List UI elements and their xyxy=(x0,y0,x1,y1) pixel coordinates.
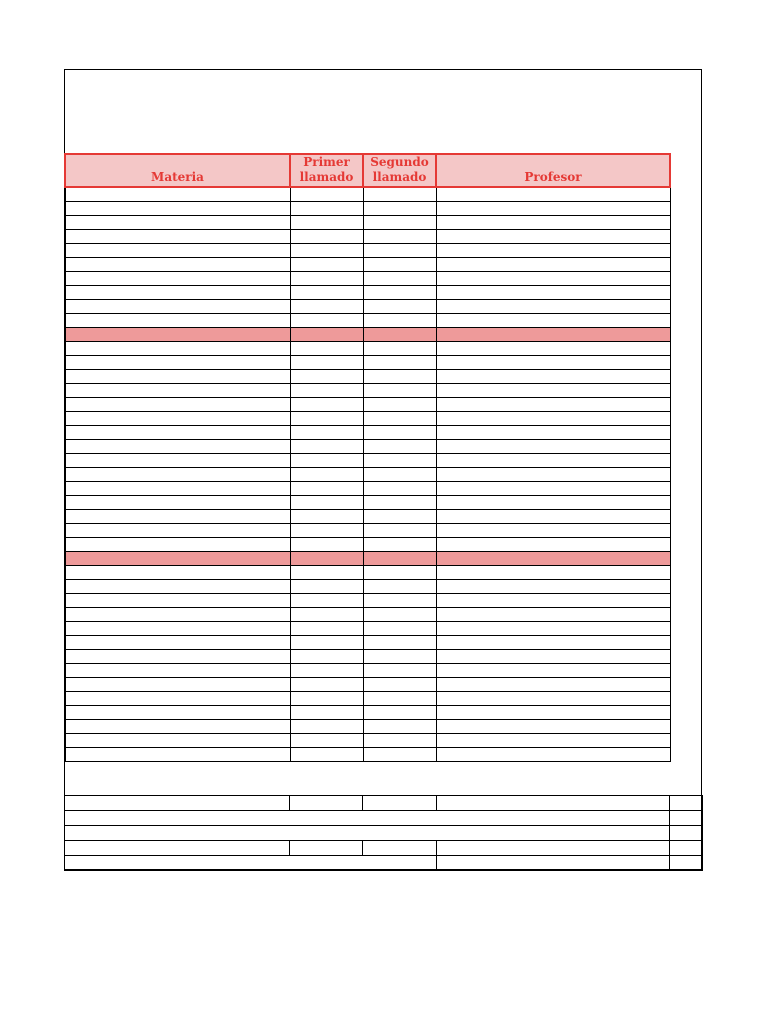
table-row xyxy=(65,565,670,579)
materia-cell[interactable] xyxy=(65,481,290,495)
materia-cell[interactable] xyxy=(65,285,290,299)
segundo-llamado-cell[interactable] xyxy=(363,383,436,397)
footer-cell[interactable] xyxy=(290,841,363,856)
profesor-cell[interactable] xyxy=(436,201,670,215)
section-separator-cell xyxy=(65,551,290,565)
segundo-llamado-cell[interactable] xyxy=(363,747,436,761)
header-primer-llamado: Primer llamado xyxy=(290,154,363,187)
profesor-cell[interactable] xyxy=(436,719,670,733)
primer-llamado-cell[interactable] xyxy=(290,509,363,523)
materia-cell[interactable] xyxy=(65,719,290,733)
profesor-cell[interactable] xyxy=(436,565,670,579)
primer-llamado-cell[interactable] xyxy=(290,607,363,621)
profesor-cell[interactable] xyxy=(436,397,670,411)
section-separator-cell xyxy=(290,551,363,565)
segundo-llamado-cell[interactable] xyxy=(363,705,436,719)
materia-cell[interactable] xyxy=(65,439,290,453)
primer-llamado-cell[interactable] xyxy=(290,705,363,719)
primer-llamado-cell[interactable] xyxy=(290,425,363,439)
primer-llamado-cell[interactable] xyxy=(290,481,363,495)
primer-llamado-cell[interactable] xyxy=(290,397,363,411)
table-row xyxy=(65,495,670,509)
footer-side-cell[interactable] xyxy=(670,841,703,856)
profesor-cell[interactable] xyxy=(436,313,670,327)
section-separator-row xyxy=(65,327,670,341)
table-row xyxy=(65,621,670,635)
table-row xyxy=(65,635,670,649)
segundo-llamado-cell[interactable] xyxy=(363,495,436,509)
profesor-cell[interactable] xyxy=(436,271,670,285)
header-segundo-llamado: Segundo llamado xyxy=(363,154,436,187)
table-row xyxy=(65,355,670,369)
materia-cell[interactable] xyxy=(65,733,290,747)
profesor-cell[interactable] xyxy=(436,369,670,383)
segundo-llamado-cell[interactable] xyxy=(363,257,436,271)
segundo-llamado-cell[interactable] xyxy=(363,677,436,691)
footer-side-cell[interactable] xyxy=(670,811,703,826)
footer-grid xyxy=(64,795,702,871)
segundo-llamado-cell[interactable] xyxy=(363,271,436,285)
primer-llamado-cell[interactable] xyxy=(290,355,363,369)
table-row xyxy=(65,467,670,481)
exam-schedule-table xyxy=(64,153,671,762)
materia-cell[interactable] xyxy=(65,271,290,285)
primer-llamado-cell[interactable] xyxy=(290,369,363,383)
segundo-llamado-cell[interactable] xyxy=(363,229,436,243)
materia-cell[interactable] xyxy=(65,369,290,383)
materia-cell[interactable] xyxy=(65,621,290,635)
table-row xyxy=(65,523,670,537)
segundo-llamado-cell[interactable] xyxy=(363,187,436,201)
materia-cell[interactable] xyxy=(65,565,290,579)
segundo-llamado-cell[interactable] xyxy=(363,313,436,327)
table-row xyxy=(65,187,670,201)
primer-llamado-cell[interactable] xyxy=(290,467,363,481)
profesor-cell[interactable] xyxy=(436,383,670,397)
segundo-llamado-cell[interactable] xyxy=(363,341,436,355)
table-row xyxy=(65,607,670,621)
primer-llamado-cell[interactable] xyxy=(290,453,363,467)
profesor-cell[interactable] xyxy=(436,299,670,313)
segundo-llamado-cell[interactable] xyxy=(363,453,436,467)
primer-llamado-cell[interactable] xyxy=(290,271,363,285)
materia-cell[interactable] xyxy=(65,649,290,663)
materia-cell[interactable] xyxy=(65,691,290,705)
primer-llamado-cell[interactable] xyxy=(290,215,363,229)
table-row xyxy=(65,229,670,243)
table-row xyxy=(65,439,670,453)
segundo-llamado-cell[interactable] xyxy=(363,439,436,453)
table-row xyxy=(65,593,670,607)
primer-llamado-cell[interactable] xyxy=(290,747,363,761)
primer-llamado-cell[interactable] xyxy=(290,243,363,257)
primer-llamado-cell[interactable] xyxy=(290,523,363,537)
primer-llamado-cell[interactable] xyxy=(290,537,363,551)
materia-cell[interactable] xyxy=(65,523,290,537)
segundo-llamado-cell[interactable] xyxy=(363,215,436,229)
profesor-cell[interactable] xyxy=(436,607,670,621)
footer-cell[interactable] xyxy=(363,796,437,811)
profesor-cell[interactable] xyxy=(436,663,670,677)
primer-llamado-cell[interactable] xyxy=(290,663,363,677)
footer-cell[interactable] xyxy=(437,856,670,871)
profesor-cell[interactable] xyxy=(436,467,670,481)
footer-merged-cell[interactable] xyxy=(65,856,437,871)
table-row xyxy=(65,509,670,523)
segundo-llamado-cell[interactable] xyxy=(363,355,436,369)
segundo-llamado-cell[interactable] xyxy=(363,369,436,383)
segundo-llamado-cell[interactable] xyxy=(363,299,436,313)
header-materia: Materia xyxy=(65,154,290,187)
table-row xyxy=(65,285,670,299)
profesor-cell[interactable] xyxy=(436,677,670,691)
segundo-llamado-cell[interactable] xyxy=(363,411,436,425)
profesor-cell[interactable] xyxy=(436,229,670,243)
profesor-cell[interactable] xyxy=(436,481,670,495)
profesor-cell[interactable] xyxy=(436,341,670,355)
footer-side-cell[interactable] xyxy=(670,826,703,841)
table-row xyxy=(65,215,670,229)
table-row xyxy=(65,383,670,397)
segundo-llamado-cell[interactable] xyxy=(363,243,436,257)
profesor-cell[interactable] xyxy=(436,593,670,607)
materia-cell[interactable] xyxy=(65,635,290,649)
footer-row xyxy=(65,841,703,856)
segundo-llamado-cell[interactable] xyxy=(363,537,436,551)
table-row xyxy=(65,663,670,677)
primer-llamado-cell[interactable] xyxy=(290,649,363,663)
profesor-cell[interactable] xyxy=(436,257,670,271)
footer-cell[interactable] xyxy=(290,796,363,811)
materia-cell[interactable] xyxy=(65,397,290,411)
footer-row xyxy=(65,796,703,811)
profesor-cell[interactable] xyxy=(436,747,670,761)
header-profesor: Profesor xyxy=(436,154,670,187)
materia-cell[interactable] xyxy=(65,201,290,215)
table-row xyxy=(65,691,670,705)
profesor-cell[interactable] xyxy=(436,509,670,523)
primer-llamado-cell[interactable] xyxy=(290,733,363,747)
primer-llamado-cell[interactable] xyxy=(290,565,363,579)
table-row xyxy=(65,425,670,439)
primer-llamado-cell[interactable] xyxy=(290,229,363,243)
footer-side-cell[interactable] xyxy=(670,856,703,871)
segundo-llamado-cell[interactable] xyxy=(363,593,436,607)
materia-cell[interactable] xyxy=(65,453,290,467)
footer-cell[interactable] xyxy=(65,841,290,856)
table-row xyxy=(65,397,670,411)
table-row xyxy=(65,579,670,593)
primer-llamado-cell[interactable] xyxy=(290,635,363,649)
primer-llamado-cell[interactable] xyxy=(290,621,363,635)
segundo-llamado-cell[interactable] xyxy=(363,201,436,215)
segundo-llamado-cell[interactable] xyxy=(363,663,436,677)
primer-llamado-cell[interactable] xyxy=(290,677,363,691)
profesor-cell[interactable] xyxy=(436,635,670,649)
materia-cell[interactable] xyxy=(65,187,290,201)
profesor-cell[interactable] xyxy=(436,579,670,593)
section-separator-row xyxy=(65,551,670,565)
materia-cell[interactable] xyxy=(65,579,290,593)
materia-cell[interactable] xyxy=(65,747,290,761)
segundo-llamado-cell[interactable] xyxy=(363,691,436,705)
table-row xyxy=(65,257,670,271)
materia-cell[interactable] xyxy=(65,425,290,439)
table-row xyxy=(65,341,670,355)
footer-cell[interactable] xyxy=(437,796,670,811)
segundo-llamado-cell[interactable] xyxy=(363,285,436,299)
table-row xyxy=(65,271,670,285)
profesor-cell[interactable] xyxy=(436,523,670,537)
footer-table xyxy=(64,795,703,871)
profesor-cell[interactable] xyxy=(436,705,670,719)
profesor-cell[interactable] xyxy=(436,243,670,257)
table-header-row xyxy=(65,154,670,187)
profesor-cell[interactable] xyxy=(436,537,670,551)
materia-cell[interactable] xyxy=(65,313,290,327)
section-separator-cell xyxy=(290,327,363,341)
profesor-cell[interactable] xyxy=(436,411,670,425)
segundo-llamado-cell[interactable] xyxy=(363,635,436,649)
materia-cell[interactable] xyxy=(65,355,290,369)
segundo-llamado-cell[interactable] xyxy=(363,579,436,593)
profesor-cell[interactable] xyxy=(436,285,670,299)
section-separator-cell xyxy=(363,551,436,565)
primer-llamado-cell[interactable] xyxy=(290,383,363,397)
profesor-cell[interactable] xyxy=(436,453,670,467)
primer-llamado-cell[interactable] xyxy=(290,187,363,201)
primer-llamado-cell[interactable] xyxy=(290,257,363,271)
profesor-cell[interactable] xyxy=(436,187,670,201)
table-row xyxy=(65,719,670,733)
profesor-cell[interactable] xyxy=(436,621,670,635)
segundo-llamado-cell[interactable] xyxy=(363,523,436,537)
segundo-llamado-cell[interactable] xyxy=(363,425,436,439)
segundo-llamado-cell[interactable] xyxy=(363,719,436,733)
materia-cell[interactable] xyxy=(65,467,290,481)
footer-row xyxy=(65,811,703,826)
materia-cell[interactable] xyxy=(65,257,290,271)
materia-cell[interactable] xyxy=(65,411,290,425)
segundo-llamado-cell[interactable] xyxy=(363,467,436,481)
primer-llamado-cell[interactable] xyxy=(290,201,363,215)
primer-llamado-cell[interactable] xyxy=(290,313,363,327)
segundo-llamado-cell[interactable] xyxy=(363,509,436,523)
section-separator-cell xyxy=(363,327,436,341)
primer-llamado-cell[interactable] xyxy=(290,593,363,607)
materia-cell[interactable] xyxy=(65,607,290,621)
materia-cell[interactable] xyxy=(65,537,290,551)
materia-cell[interactable] xyxy=(65,705,290,719)
primer-llamado-cell[interactable] xyxy=(290,299,363,313)
footer-side-cell[interactable] xyxy=(670,796,703,811)
profesor-cell[interactable] xyxy=(436,649,670,663)
footer-row xyxy=(65,856,703,871)
table-row xyxy=(65,243,670,257)
segundo-llamado-cell[interactable] xyxy=(363,607,436,621)
materia-cell[interactable] xyxy=(65,383,290,397)
primer-llamado-cell[interactable] xyxy=(290,691,363,705)
primer-llamado-cell[interactable] xyxy=(290,719,363,733)
materia-cell[interactable] xyxy=(65,215,290,229)
primer-llamado-cell[interactable] xyxy=(290,341,363,355)
materia-cell[interactable] xyxy=(65,663,290,677)
table-row xyxy=(65,453,670,467)
profesor-cell[interactable] xyxy=(436,425,670,439)
materia-cell[interactable] xyxy=(65,593,290,607)
primer-llamado-cell[interactable] xyxy=(290,411,363,425)
table-row xyxy=(65,369,670,383)
materia-cell[interactable] xyxy=(65,677,290,691)
footer-cell[interactable] xyxy=(65,796,290,811)
table-row xyxy=(65,201,670,215)
primer-llamado-cell[interactable] xyxy=(290,439,363,453)
segundo-llamado-cell[interactable] xyxy=(363,481,436,495)
primer-llamado-cell[interactable] xyxy=(290,579,363,593)
materia-cell[interactable] xyxy=(65,495,290,509)
segundo-llamado-cell[interactable] xyxy=(363,565,436,579)
footer-merged-cell[interactable] xyxy=(65,811,670,826)
primer-llamado-cell[interactable] xyxy=(290,495,363,509)
exam-schedule-sheet xyxy=(64,153,669,762)
profesor-cell[interactable] xyxy=(436,355,670,369)
table-row xyxy=(65,299,670,313)
profesor-cell[interactable] xyxy=(436,439,670,453)
table-row xyxy=(65,313,670,327)
profesor-cell[interactable] xyxy=(436,495,670,509)
segundo-llamado-cell[interactable] xyxy=(363,397,436,411)
section-separator-cell xyxy=(436,327,670,341)
segundo-llamado-cell[interactable] xyxy=(363,733,436,747)
materia-cell[interactable] xyxy=(65,509,290,523)
table-row xyxy=(65,677,670,691)
primer-llamado-cell[interactable] xyxy=(290,285,363,299)
footer-merged-cell[interactable] xyxy=(65,826,670,841)
materia-cell[interactable] xyxy=(65,229,290,243)
table-row xyxy=(65,733,670,747)
table-row xyxy=(65,411,670,425)
profesor-cell[interactable] xyxy=(436,215,670,229)
segundo-llamado-cell[interactable] xyxy=(363,649,436,663)
materia-cell[interactable] xyxy=(65,243,290,257)
materia-cell[interactable] xyxy=(65,299,290,313)
profesor-cell[interactable] xyxy=(436,733,670,747)
profesor-cell[interactable] xyxy=(436,691,670,705)
table-row xyxy=(65,705,670,719)
footer-cell[interactable] xyxy=(437,841,670,856)
table-row xyxy=(65,649,670,663)
table-row xyxy=(65,747,670,761)
footer-cell[interactable] xyxy=(363,841,437,856)
table-row xyxy=(65,537,670,551)
table-row xyxy=(65,481,670,495)
segundo-llamado-cell[interactable] xyxy=(363,621,436,635)
footer-row xyxy=(65,826,703,841)
section-separator-cell xyxy=(65,327,290,341)
materia-cell[interactable] xyxy=(65,341,290,355)
section-separator-cell xyxy=(436,551,670,565)
